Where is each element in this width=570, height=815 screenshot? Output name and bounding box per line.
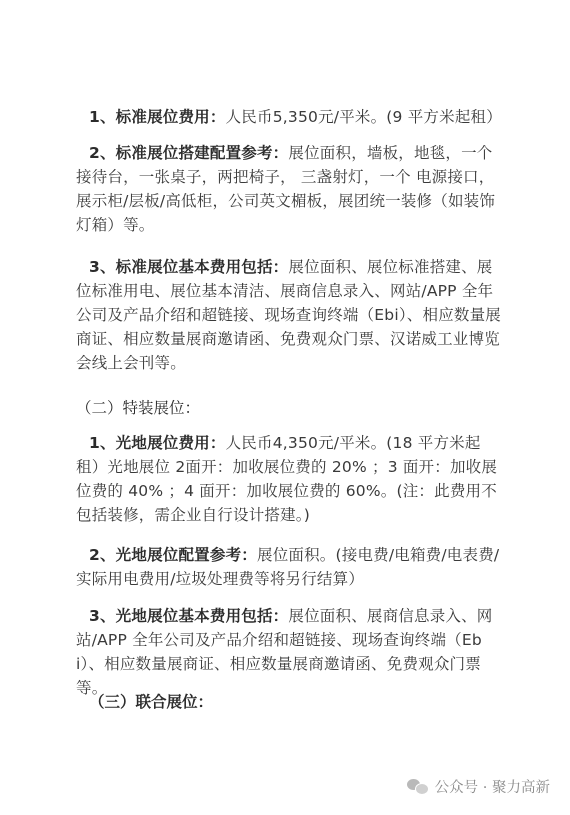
raw-space-fee-lead: 1、光地展位费用： <box>89 434 226 452</box>
raw-space-fee <box>76 431 502 527</box>
raw-space-config <box>76 543 502 591</box>
standard-booth-fee <box>89 105 515 129</box>
standard-booth-config-lead: 2、标准展位搭建配置参考： <box>89 144 289 162</box>
standard-booth-fee-text: 人民币5,350元/平米。(9 平方米起租） <box>225 108 502 126</box>
standard-booth-includes-text: 展位面积、展位标准搭建、展位标准用电、展位基本清洁、展商信息录入、网站/APP 全年公司及产品介绍和超链接、现场查询终端（Ebi）、相应数量展商证、相应数量展商邀请函、免费观众门票、汉诺威工业博览会线上会刊等。 <box>76 258 501 372</box>
standard-booth-config-text: 展位面积，墙板，地毯，一个接待台，一张桌子，两把椅子， 三盏射灯，一个 电源接口，展示柜/层板/高低柜，公司英文楣板，展团统一装修（如装饰灯箱）等。 <box>76 144 496 234</box>
standard-booth-fee-lead: 1、标准展位费用： <box>89 108 226 126</box>
section-heading-special-booth: （二）特装展位： <box>76 399 201 417</box>
wechat-icon <box>407 778 429 796</box>
raw-space-includes-lead: 3、光地展位基本费用包括： <box>89 607 289 625</box>
watermark <box>407 776 550 797</box>
standard-booth-config <box>76 141 502 237</box>
raw-space-config-lead: 2、光地展位配置参考： <box>89 546 257 564</box>
raw-space-config-text: 展位面积。(接电费/电箱费/电表费/实际用电费用/垃圾处理费等将另行结算） <box>76 546 500 588</box>
watermark-text: 公众号 · 聚力高新 <box>434 780 550 796</box>
raw-space-fee-text: 人民币4,350元/平米。(18 平方米起租）光地展位 2面开：加收展位费的 20% ；3 面开：加收展位费的 40% ；4 面开：加收展位费的 60%。(注：此费用不包括装修，需企业自行设计搭建。) <box>76 434 498 524</box>
raw-space-includes-text: 展位面积、展商信息录入、网站/APP 全年公司及产品介绍和超链接、现场查询终端（Ebi）、相应数量展商证、相应数量展商邀请函、免费观众门票等。 <box>76 607 493 697</box>
raw-space-includes <box>76 604 502 700</box>
standard-booth-includes <box>76 255 502 375</box>
standard-booth-includes-lead: 3、标准展位基本费用包括： <box>89 258 289 276</box>
section-heading-joint-booth: （三）联合展位： <box>89 693 214 711</box>
